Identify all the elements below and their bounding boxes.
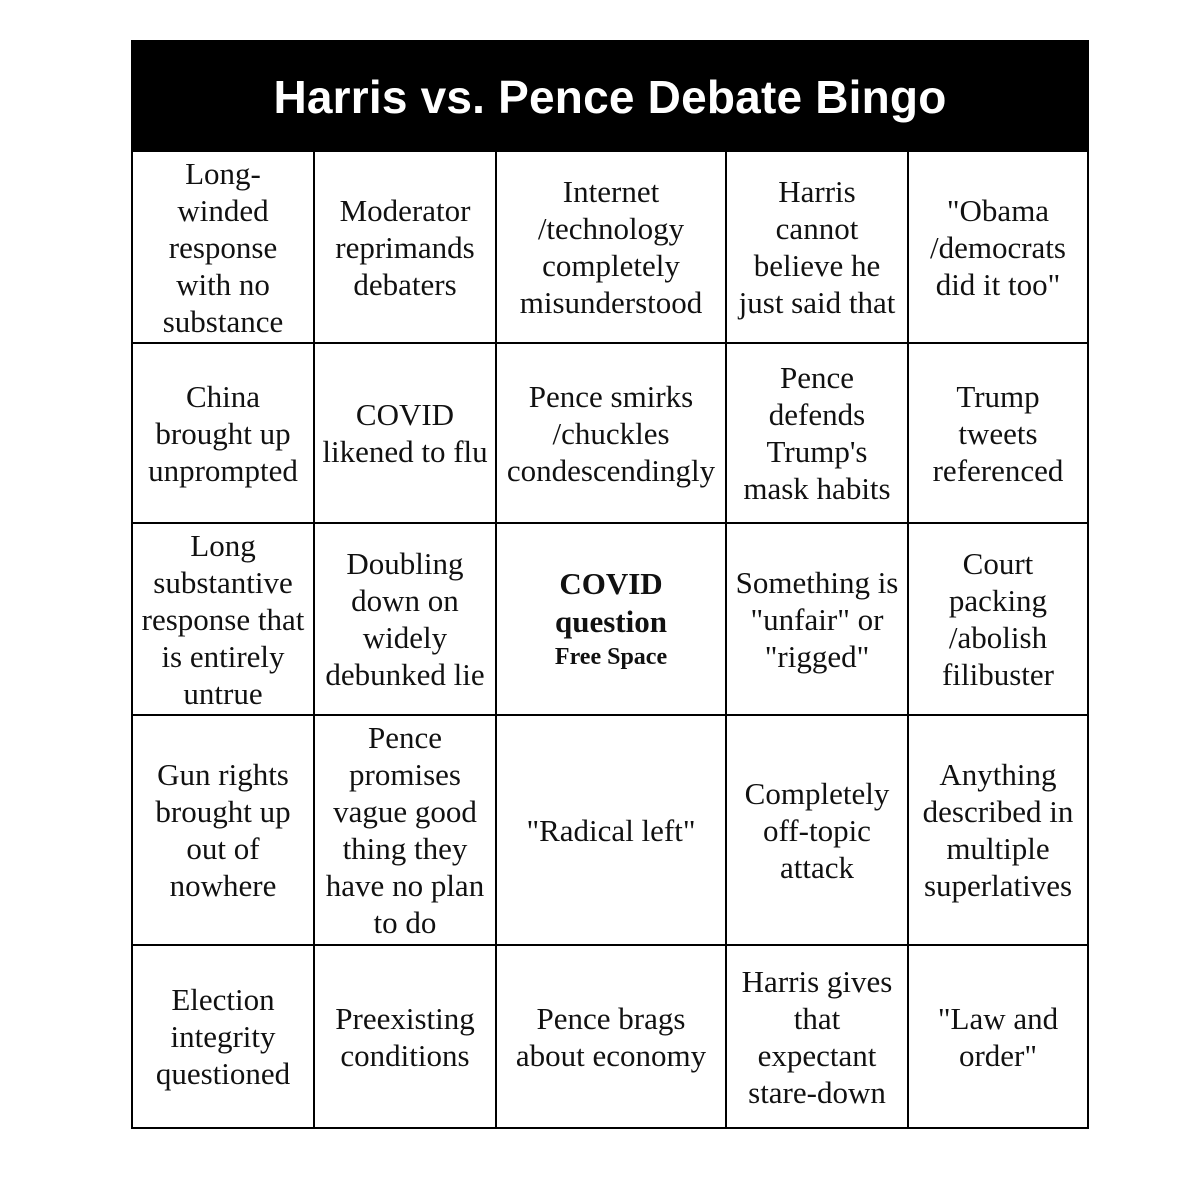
bingo-cell-r1c1: Long- winded response with no substance: [133, 152, 315, 344]
bingo-cell-r2c2: COVID likened to flu: [315, 344, 497, 524]
bingo-grid: [133, 152, 1087, 1127]
bingo-cell-r3c5: Court packing /abolish filibuster: [909, 524, 1087, 716]
bingo-cell-r5c2: Preexisting conditions: [315, 946, 497, 1127]
bingo-cell-r1c2: Moderator reprimands debaters: [315, 152, 497, 344]
bingo-cell-r5c5: "Law and order": [937, 1000, 1059, 1073]
bingo-cell-r4c5: Anything described in multiple superlatives: [909, 716, 1087, 946]
bingo-cell-r4c2: Pence promises vague good thing they have no plan to do: [315, 716, 497, 946]
bingo-cell-r1c5: "Obama /democrats did it too": [909, 152, 1087, 344]
bingo-cell-r5c3: Pence brags about economy: [497, 946, 727, 1127]
bingo-cell-r1c3: Internet /technology completely misunderstood: [497, 152, 727, 344]
bingo-cell-r5c4: Harris gives that expectant stare-down: [727, 946, 909, 1127]
bingo-cell-r1c4: Harris cannot believe he just said that: [727, 152, 909, 344]
bingo-free-space: [497, 524, 727, 716]
bingo-cell-r3c4: Something is "unfair" or "rigged": [727, 524, 909, 716]
bingo-cell-r2c3: Pence smirks /chuckles condescendingly: [497, 344, 727, 524]
bingo-cell-r5c1: Election integrity questioned: [133, 946, 315, 1127]
bingo-cell-r2c4: Pence defends Trump's mask habits: [727, 344, 909, 524]
bingo-cell-r4c3: "Radical left": [497, 716, 727, 946]
bingo-cell-r2c1: China brought up unprompted: [133, 344, 315, 524]
bingo-cell-r4c1: Gun rights brought up out of nowhere: [133, 716, 315, 946]
bingo-cell-r3c2: Doubling down on widely debunked lie: [315, 524, 497, 716]
bingo-title: Harris vs. Pence Debate Bingo: [133, 42, 1087, 152]
bingo-cell-r2c5: Trump tweets referenced: [909, 344, 1087, 524]
bingo-card: [131, 40, 1089, 1129]
bingo-cell-r3c1: Long substantive response that is entirely untrue: [133, 524, 315, 716]
free-space-question: COVID question: [555, 566, 667, 639]
free-space-label: Free Space: [554, 644, 668, 670]
bingo-cell-r4c4: Completely off-topic attack: [727, 716, 909, 946]
